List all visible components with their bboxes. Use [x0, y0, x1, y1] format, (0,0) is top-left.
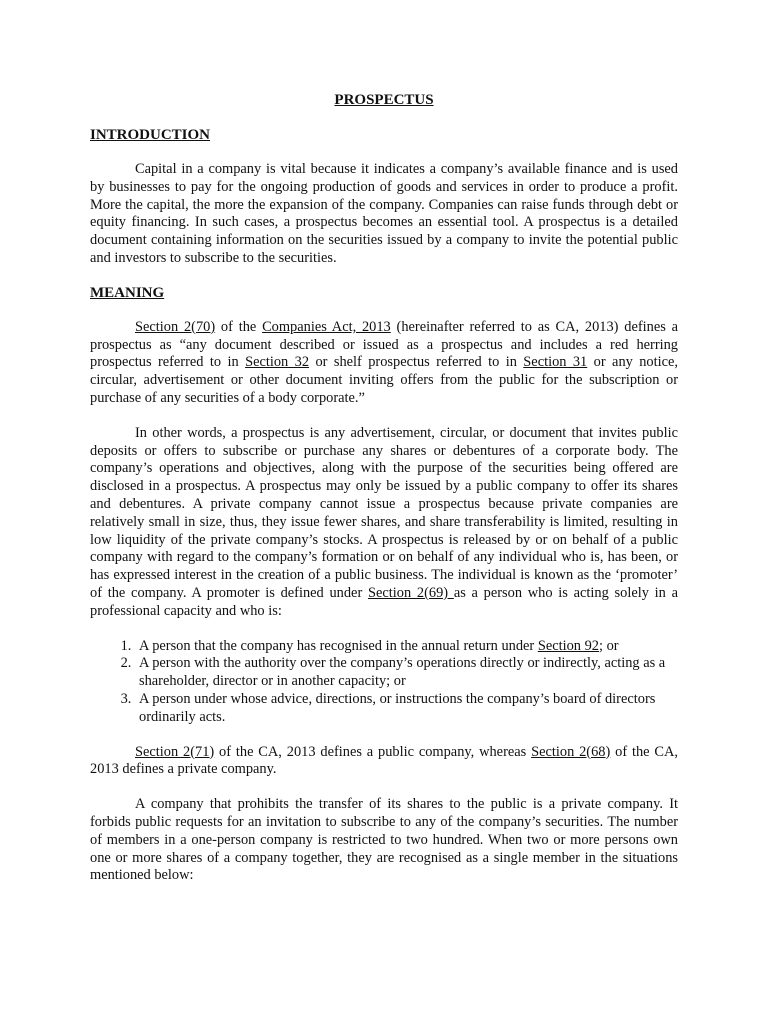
section-2-69-link[interactable]: Section 2(69) — [367, 584, 454, 601]
text-segment: of the CA, 2013 defines a public company, whereas — [214, 743, 532, 760]
section-92-link[interactable]: Section 92 — [537, 637, 599, 654]
meaning-heading: MEANING — [90, 284, 165, 301]
meaning-paragraph-2 — [90, 425, 678, 621]
list-item: 3. A person under whose advice, directions, or instructions the company’s board of directors ordinarily acts. — [135, 691, 678, 727]
text-segment: of the — [215, 318, 263, 335]
section-2-68-link[interactable]: Section 2(68) — [531, 743, 611, 760]
text-segment: In other words, a prospectus is any advertisement, circular, or document that invites public deposits or offers to subscribe or purchase any shares or debentures of a corporate body. The company’s operations and objectives, along with the purpose of the securities being offered are disclosed in a prospectus. A prospectus may only be issued by a public company to offer its shares and debentures. A private company cannot issue a prospectus because private companies are relatively small in size, thus, they issue fewer shares, and share transferability is limited, resulting in low liquidity of the private company’s stocks. A prospectus is released by or on behalf of a public company with regard to the company’s formation or on behalf of any individual who is, has been, or has expressed interest in the creation of a public business. The individual is known as the ‘promoter’ of the company. A promoter is defined under — [90, 424, 678, 601]
introduction-heading: INTRODUCTION — [90, 127, 211, 143]
section-32-link[interactable]: Section 32 — [245, 354, 310, 371]
text-segment: as a person who is acting solely in a professional capacity and who is: — [90, 584, 678, 619]
section-2-71-link[interactable]: Section 2(71) — [135, 743, 215, 760]
section-31-link[interactable]: Section 31 — [523, 354, 588, 371]
meaning-paragraph-1 — [90, 319, 678, 408]
text-segment: or shelf prospectus referred to in — [309, 354, 524, 371]
text-segment: of the CA, 2013 defines a private company. — [90, 743, 678, 778]
list-item — [135, 638, 678, 656]
text-segment: (hereinafter referred to as CA, 2013) defines a prospectus as “any document described or issued as a prospectus and includes a red herring prospectus referred to in — [90, 318, 678, 371]
meaning-paragraph-4: A company that prohibits the transfer of its shares to the public is a private company. It forbids public requests for an invitation to subscribe to any of the company’s securities. The number of members in a one-person company is restricted to two hundred. When two or more persons own one or more shares of a company together, they are recognised as a single member in the situations mentioned below: — [90, 796, 678, 884]
list-item-tail: ; or — [598, 637, 619, 654]
promoter-criteria-list — [90, 638, 678, 727]
section-2-70-link[interactable]: Section 2(70) — [135, 318, 216, 335]
text-segment: or any notice, circular, advertisement or other document inviting offers from the public for the subscription or purchase of any securities of a body corporate.” — [90, 354, 679, 406]
list-item-text: A person that the company has recognised in the annual return under — [139, 637, 538, 654]
list-item: 2. A person with the authority over the company’s operations directly or indirectly, acting as a shareholder, director or in another capacity; or — [135, 655, 678, 691]
introduction-paragraph: Capital in a company is vital because it indicates a company’s available finance and is used by businesses to pay for the ongoing production of goods and services in order to produce a profit. More the capital, the more the expansion of the company. Companies can raise funds through debt or equity financing. In such cases, a prospectus becomes an essential tool. A prospectus is a detailed document containing information on the securities issued by a company to invite the potential public and investors to subscribe to the securities. — [90, 161, 678, 266]
companies-act-link[interactable]: Companies Act, 2013 — [262, 318, 391, 335]
document-title: PROSPECTUS — [334, 92, 434, 108]
meaning-paragraph-3 — [90, 744, 678, 780]
